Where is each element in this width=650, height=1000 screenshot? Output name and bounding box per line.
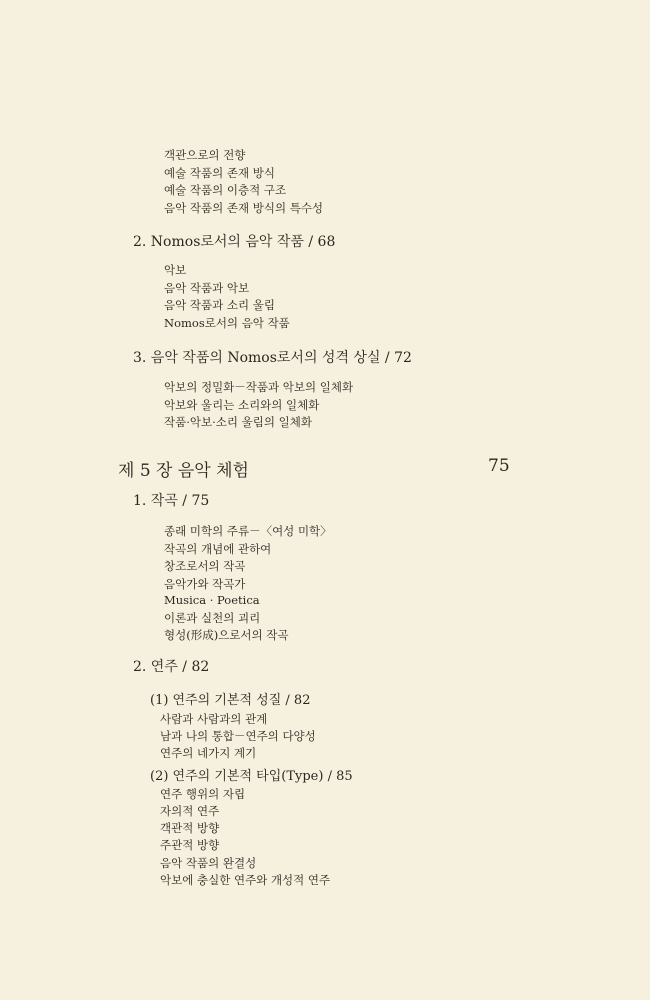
toc-item: 창조로서의 작곡 bbox=[164, 559, 246, 573]
toc-item: 작곡의 개념에 관하여 bbox=[164, 542, 272, 556]
toc-item: 객관적 방향 bbox=[160, 821, 220, 835]
toc-item: 자의적 연주 bbox=[160, 804, 220, 818]
toc-item: 예술 작품의 이층적 구조 bbox=[164, 183, 287, 197]
toc-item: Musica · Poetica bbox=[164, 593, 260, 607]
toc-item: 악보의 정밀화－작품과 악보의 일체화 bbox=[164, 380, 354, 394]
toc-section-heading: 1. 작곡 / 75 bbox=[133, 493, 210, 509]
toc-section-heading: 2. 연주 / 82 bbox=[133, 659, 210, 675]
toc-item: 연주 행위의 자립 bbox=[160, 787, 246, 801]
toc-item: 연주의 네가지 계기 bbox=[160, 746, 257, 760]
toc-item: 음악 작품의 존재 방식의 특수성 bbox=[164, 201, 324, 215]
toc-item: Nomos로서의 음악 작품 bbox=[164, 316, 290, 330]
toc-item: 사람과 사람과의 관계 bbox=[160, 712, 268, 726]
toc-item: 주관적 방향 bbox=[160, 838, 220, 852]
toc-item: 종래 미학의 주류－〈여성 미학〉 bbox=[164, 524, 332, 538]
toc-section-heading: 3. 음악 작품의 Nomos로서의 성격 상실 / 72 bbox=[133, 350, 412, 366]
toc-item: 이론과 실천의 괴리 bbox=[164, 611, 261, 625]
toc-item: 악보와 울리는 소리와의 일체화 bbox=[164, 398, 320, 412]
toc-item: 예술 작품의 존재 방식 bbox=[164, 166, 275, 180]
chapter-title: 제 5 장 음악 체험 bbox=[118, 461, 249, 481]
toc-item: 음악 작품과 소리 울림 bbox=[164, 298, 275, 312]
toc-item: 남과 나의 통합－연주의 다양성 bbox=[160, 729, 316, 743]
toc-item: 객관으로의 전향 bbox=[164, 148, 246, 162]
toc-item: 음악 작품과 악보 bbox=[164, 281, 250, 295]
toc-item: 악보 bbox=[164, 263, 187, 277]
toc-item: 음악가와 작곡가 bbox=[164, 577, 246, 591]
toc-section-heading: 2. Nomos로서의 음악 작품 / 68 bbox=[133, 234, 336, 250]
toc-subsection-heading: (2) 연주의 기본적 타입(Type) / 85 bbox=[150, 769, 353, 784]
toc-item: 악보에 충실한 연주와 개성적 연주 bbox=[160, 873, 331, 887]
toc-item: 형성(形成)으로서의 작곡 bbox=[164, 628, 289, 642]
toc-item: 음악 작품의 완결성 bbox=[160, 856, 257, 870]
toc-subsection-heading: (1) 연주의 기본적 성질 / 82 bbox=[150, 693, 311, 708]
toc-item: 작품·악보·소리 울림의 일체화 bbox=[164, 415, 312, 429]
chapter-page-number: 75 bbox=[488, 456, 510, 476]
